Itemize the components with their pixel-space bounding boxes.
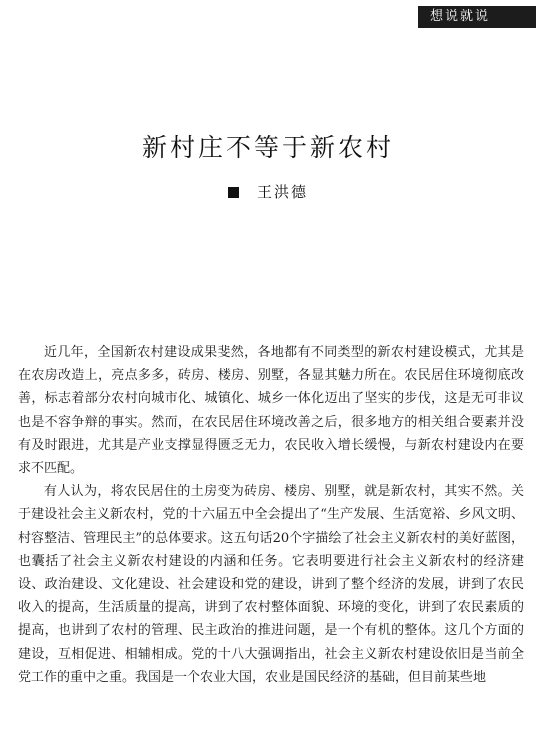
paragraph-1: 近几年，全国新农村建设成果斐然，各地都有不同类型的新农村建设模式，尤其是在农房改造上，亮点多多，砖房、楼房、别墅，各显其魅力所在。农民居住环境彻底改善，标志着部分农村向城市化、城镇化、城乡一体化迈出了坚实的步伐，这是无可非议也是不容争辩的事实。然而，在农民居住环境改善之后，很多地方的相关组合要素并没有及时跟进，尤其是产业支撑显得匮乏无力，农民收入增长缓慢，与新农村建设内在要求不匹配。 (18, 345, 524, 477)
paragraph-2: 有人认为，将农民居住的土房变为砖房、楼房、别墅，就是新农村，其实不然。关于建设社会主义新农村，党的十六届五中全会提出了“生产发展、生活宽裕、乡风文明、村容整洁、管理民主”的总体要求。这五句话20个字描绘了社会主义新农村的美好蓝图，也囊括了社会主义新农村建设的内涵和任务。它表明要进行社会主义新农村的经济建设、政治建设、文化建设、社会建设和党的建设，讲到了整个经济的发展，讲到了农民收入的提高，生活质量的提高，讲到了农村整体面貌、环境的变化，讲到了农民素质的提高，也讲到了农村的管理、民主政治的推进问题，是一个有机的整体。这几个方面的建设，互相促进、相辅相成。党的十八大强调指出，社会主义新农村建设依旧是当前全党工作的重中之重。我国是一个农业大国，农业是国民经济的基础，但目前某些地 (18, 484, 524, 685)
byline (0, 181, 536, 202)
square-bullet-icon (228, 187, 239, 198)
article-body (18, 341, 524, 689)
column-tag: 想说就说 (418, 6, 536, 28)
article-title: 新村庄不等于新农村 (141, 133, 394, 162)
author-name: 王洪德 (256, 183, 308, 201)
